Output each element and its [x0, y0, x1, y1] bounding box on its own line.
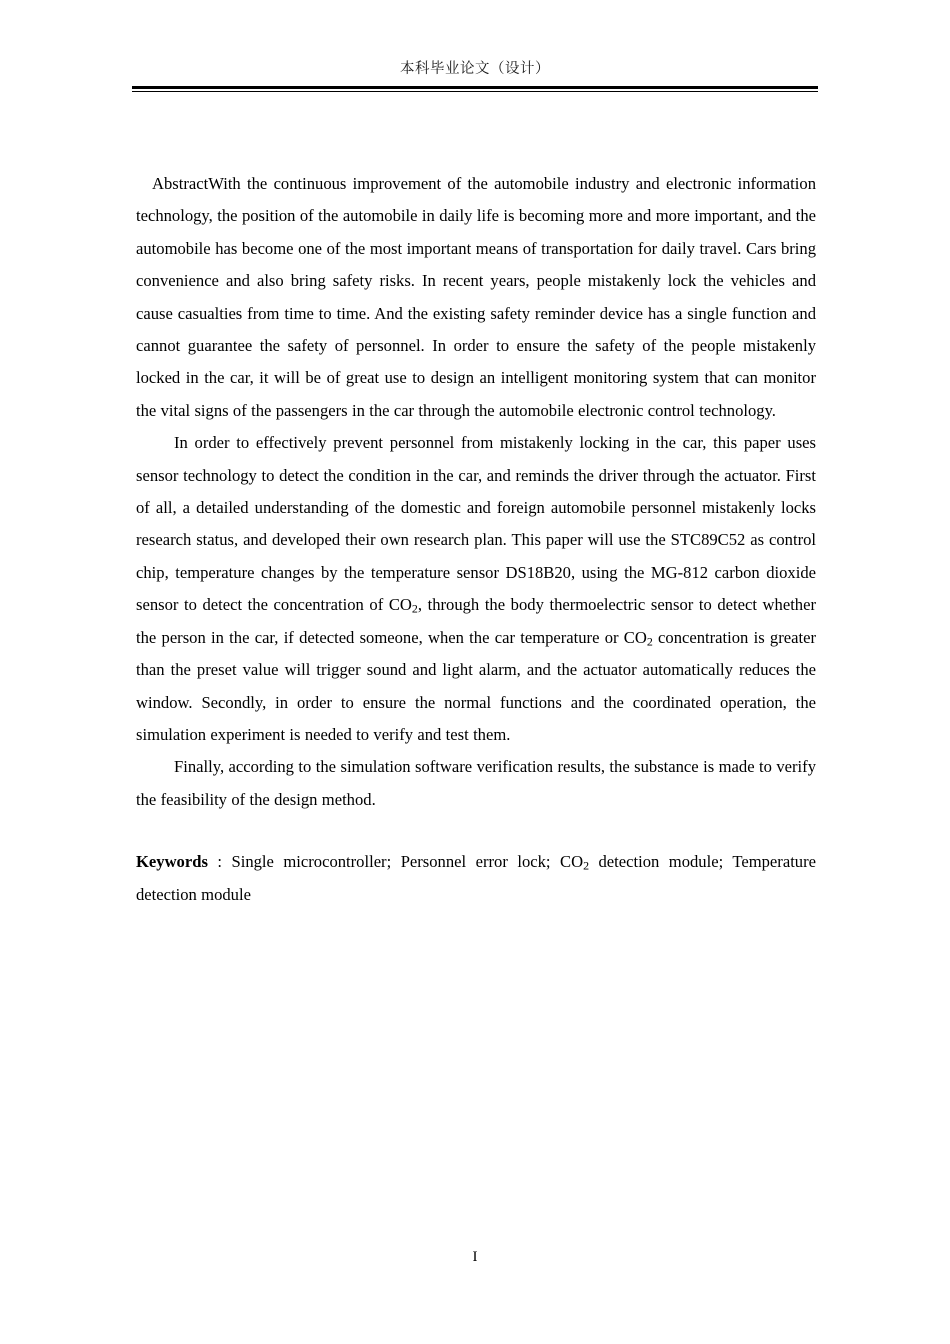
- keyword-separator: ;: [545, 852, 560, 872]
- subscript-text: 2: [646, 634, 653, 649]
- keyword-item: Temperature detection module: [136, 852, 816, 904]
- running-header: [132, 58, 818, 94]
- keywords-paragraph: [136, 846, 816, 911]
- keyword-item: $CO_2$ detection module: [560, 852, 719, 873]
- keywords-separator: :: [207, 852, 232, 872]
- keyword-separator: ;: [386, 852, 401, 872]
- subscript-text: 2: [583, 858, 590, 873]
- header-rule-thin-line: [132, 91, 818, 92]
- page-number: I: [472, 1249, 478, 1265]
- header-double-rule: [132, 86, 818, 92]
- subscript-text: 2: [411, 601, 418, 616]
- keyword-separator: ;: [718, 852, 733, 872]
- abstract-paragraphs: [136, 168, 816, 816]
- keyword-item: Personnel error lock: [400, 852, 546, 872]
- page-footer: [132, 1248, 818, 1266]
- keywords-block: [136, 846, 816, 911]
- keywords-items: [136, 852, 816, 903]
- abstract-paragraph-2: In order to effectively prevent personnel from mistakenly locking in the car, this paper uses sensor technology to detect the condition in the car, and reminds the driver through the actuator. First of all, a detailed understanding of the domestic and foreign automobile personnel mistakenly locks research status, and developed their own research plan. This paper will use the STC89C52 as control chip, temperature changes by the temperature sensor DS18B20, using the MG-812 carbon dioxide sensor to detect the concentration of $CO_2$, through the body thermoelectric sensor to detect whether the person in the car, if detected someone, when the car temperature or $CO_2$ concentration is greater than the preset value will trigger sound and light alarm, and the actuator automatically reduces the window. Secondly, in order to ensure the normal functions and the coordinated operation, the simulation experiment is needed to verify and test them.: [136, 433, 816, 744]
- keywords-label: Keywords: [136, 852, 208, 872]
- abstract-paragraph-3: Finally, according to the simulation software verification results, the substance is made to verify the feasibility of the design method.: [136, 757, 816, 809]
- keyword-item: Single microcontroller: [231, 852, 387, 872]
- body-text-column: [136, 168, 816, 911]
- header-rule-thick-line: [132, 86, 818, 89]
- header-title: 本科毕业论文（设计）: [400, 61, 550, 77]
- abstract-paragraph-1: AbstractWith the continuous improvement of the automobile industry and electronic information technology, the position of the automobile in daily life is becoming more and more important, and the automobile has become one of the most important means of transportation for daily travel. Cars bring convenience and also bring safety risks. In recent years, people mistakenly lock the vehicles and cause casualties from time to time. And the existing safety reminder device has a single function and cannot guarantee the safety of personnel. In order to ensure the safety of the people mistakenly locked in the car, it will be of great use to design an intelligent monitoring system that can monitor the vital signs of the passengers in the car through the automobile electronic control technology.: [136, 174, 816, 420]
